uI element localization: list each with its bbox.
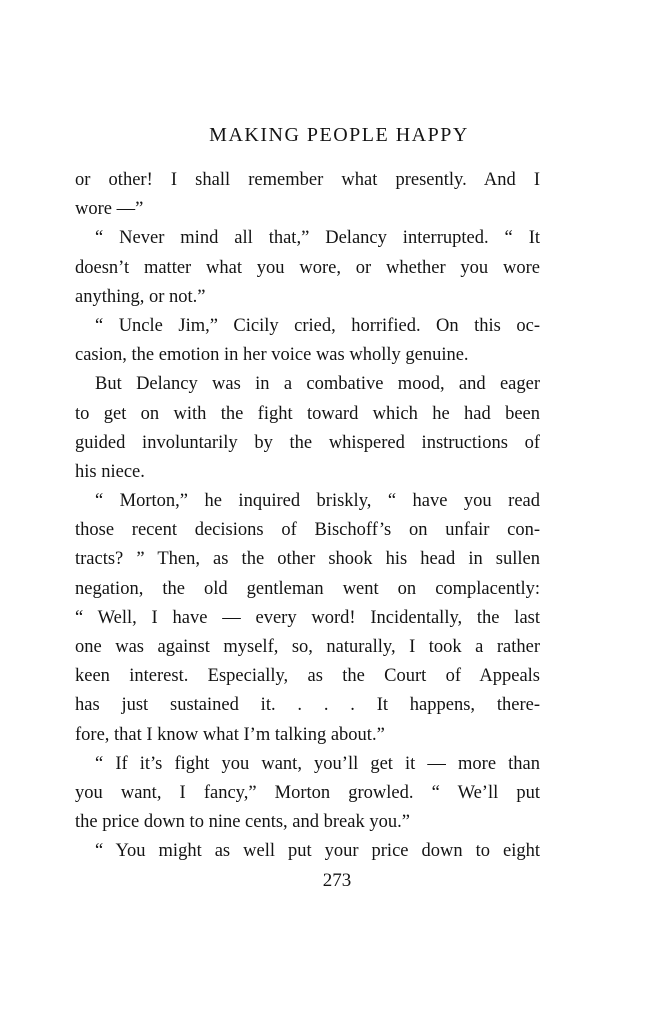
text-line: anything, or not.” <box>75 286 206 307</box>
text-line: to get on with the fight toward which he had been <box>75 403 540 424</box>
page-number: 273 <box>322 870 352 891</box>
text-line: “ You might as well put your price down to eight <box>95 841 540 862</box>
text-line: guided involuntarily by the whispered instructions of <box>75 432 540 453</box>
body-text <box>75 166 540 867</box>
text-line: those recent decisions of Bischoff’s on unfair con- <box>75 520 540 541</box>
text-line: “ If it’s fight you want, you’ll get it — more than <box>95 753 540 774</box>
text-line: fore, that I know what I’m talking about.” <box>75 724 385 745</box>
text-line: the price down to nine cents, and break you.” <box>75 812 410 833</box>
text-line: keen interest. Especially, as the Court of Appeals <box>75 666 540 687</box>
text-line: “ Uncle Jim,” Cicily cried, horrified. On this oc- <box>95 315 540 336</box>
text-line: “ Never mind all that,” Delancy interrupted. “ It <box>95 228 540 249</box>
text-line: one was against myself, so, naturally, I took a rather <box>75 637 540 657</box>
text-line: his niece. <box>75 461 145 482</box>
text-line: wore —” <box>75 199 144 220</box>
text-line: you want, I fancy,” Morton growled. “ We’ll put <box>75 782 540 803</box>
text-line: “ Well, I have — every word! Incidentally, the last <box>75 607 540 628</box>
text-line: or other! I shall remember what presently. And I <box>75 170 540 190</box>
text-line: has just sustained it. . . . It happens, there- <box>75 695 540 716</box>
text-line: negation, the old gentleman went on complacently: <box>75 578 540 599</box>
text-line: tracts? ” Then, as the other shook his head in sullen <box>75 549 540 570</box>
running-head: MAKING PEOPLE HAPPY <box>209 124 469 146</box>
text-line: casion, the emotion in her voice was wholly genuine. <box>75 345 469 366</box>
text-line: But Delancy was in a combative mood, and eager <box>95 374 540 395</box>
text-line: “ Morton,” he inquired briskly, “ have you read <box>95 491 540 512</box>
text-line: doesn’t matter what you wore, or whether you wore <box>75 257 540 278</box>
